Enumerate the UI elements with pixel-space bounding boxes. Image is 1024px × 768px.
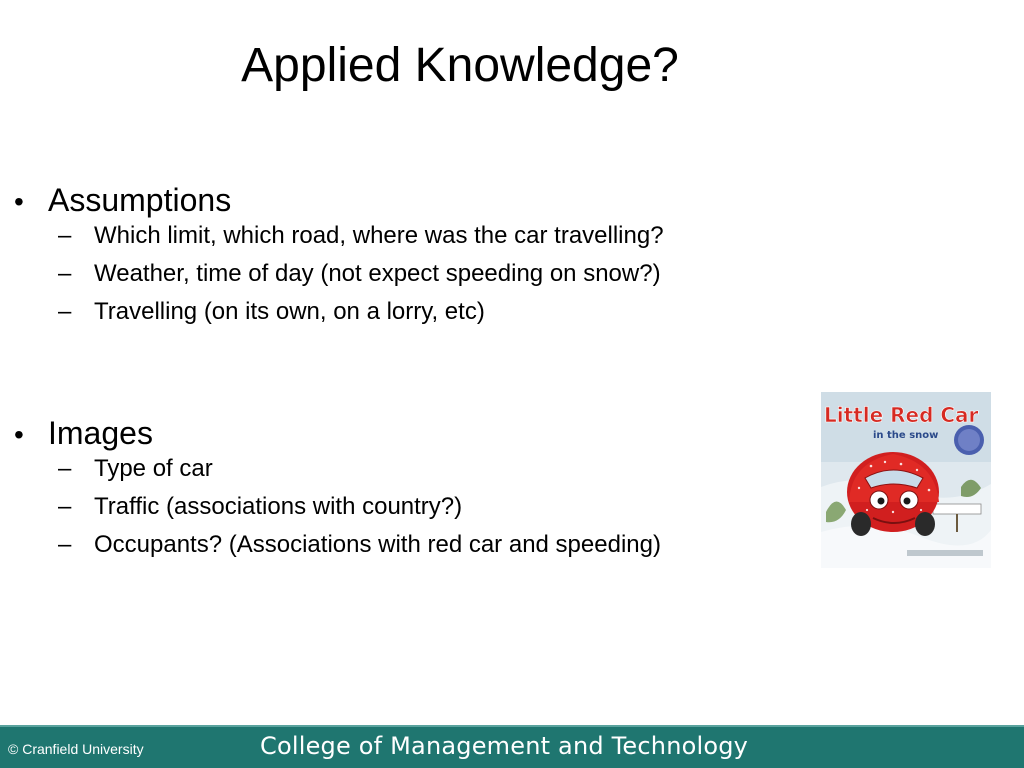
sub-item-text: Type of car (94, 455, 213, 482)
sub-item-text: Which limit, which road, where was the car travelling? (94, 222, 664, 249)
dash-icon: – (58, 298, 72, 325)
bullet-heading: Images (48, 415, 153, 451)
dash-icon: – (58, 493, 72, 520)
bullet-images (14, 415, 814, 455)
dash-icon: – (58, 455, 72, 482)
book-cover-image (821, 392, 991, 568)
book-subtitle-text: in the snow (873, 430, 939, 441)
assumptions-section (14, 182, 814, 336)
sub-item (14, 260, 814, 298)
bullet-assumptions (14, 182, 814, 222)
dash-icon: – (58, 260, 72, 287)
book-title-text: Little Red Car (824, 403, 979, 427)
dash-icon: – (58, 222, 72, 249)
sub-item (14, 298, 814, 336)
copyright-text: © Cranfield University (8, 741, 144, 757)
sub-item (14, 493, 814, 531)
bullet-heading: Assumptions (48, 182, 232, 218)
footer-bar (0, 725, 1024, 768)
bullet-icon: • (14, 419, 24, 450)
sub-item (14, 455, 814, 493)
sub-item (14, 531, 814, 569)
sub-item-text: Weather, time of day (not expect speeding on snow?) (94, 260, 661, 287)
bullet-icon: • (14, 186, 24, 217)
dash-icon: – (58, 531, 72, 558)
sub-item-text: Traffic (associations with country?) (94, 493, 463, 520)
images-section (14, 415, 814, 569)
sub-item-text: Occupants? (Associations with red car and speeding) (94, 531, 661, 558)
sub-item (14, 222, 814, 260)
slide-title: Applied Knowledge? (241, 39, 679, 92)
sub-item-text: Travelling (on its own, on a lorry, etc) (94, 298, 485, 325)
college-name: College of Management and Technology (260, 732, 749, 760)
